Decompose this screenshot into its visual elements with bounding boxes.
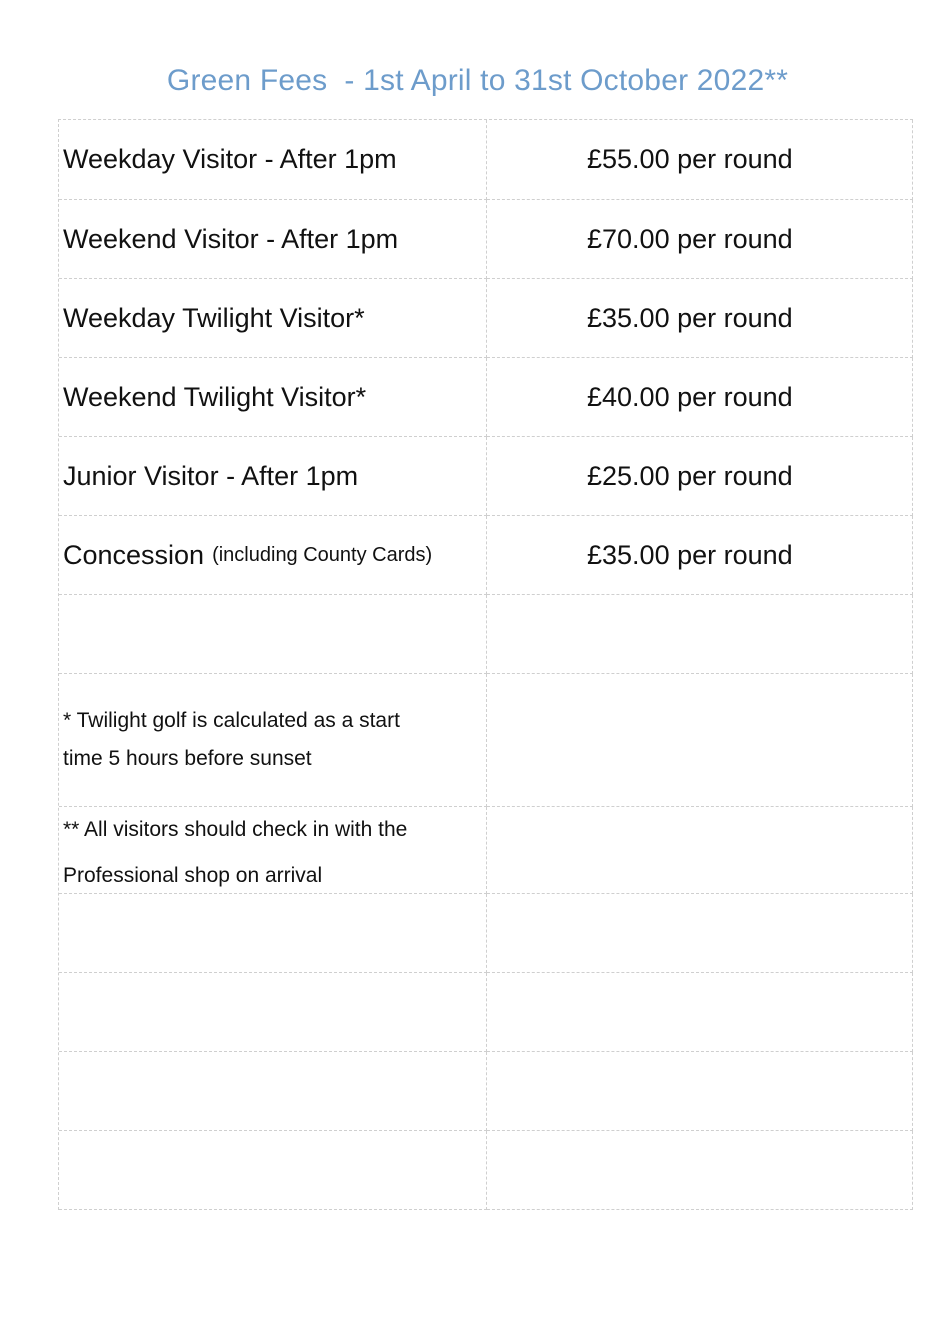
fee-price: £35.00 per round	[487, 516, 913, 595]
twilight-footnote: * Twilight golf is calculated as a start time 5 hours before sunset	[63, 709, 400, 770]
empty-cell	[487, 674, 913, 807]
fee-label: Junior Visitor - After 1pm	[59, 437, 487, 516]
empty-cell	[59, 894, 487, 973]
empty-cell	[59, 973, 487, 1052]
empty-cell	[487, 1131, 913, 1210]
table-row	[59, 358, 913, 437]
empty-cell	[487, 973, 913, 1052]
fee-label: Weekday Twilight Visitor*	[59, 279, 487, 358]
fee-price: £35.00 per round	[487, 279, 913, 358]
empty-cell	[487, 894, 913, 973]
fee-price: £40.00 per round	[487, 358, 913, 437]
empty-cell	[59, 1052, 487, 1131]
table-row	[59, 200, 913, 279]
empty-cell	[487, 1052, 913, 1131]
table-row	[59, 279, 913, 358]
fee-label: Weekday Visitor - After 1pm	[59, 120, 487, 200]
table-row-empty	[59, 973, 913, 1052]
table-row-empty	[59, 1131, 913, 1210]
fee-label-note: (including County Cards)	[212, 543, 433, 566]
table-row-footnote	[59, 807, 913, 894]
fee-label: Concession	[63, 539, 205, 570]
fees-table	[58, 119, 913, 1210]
table-row	[59, 516, 913, 595]
fee-label: Weekend Twilight Visitor*	[59, 358, 487, 437]
fee-label: Weekend Visitor - After 1pm	[59, 200, 487, 279]
fee-price: £70.00 per round	[487, 200, 913, 279]
checkin-footnote: ** All visitors should check in with the Professional shop on arrival	[63, 818, 408, 887]
table-row-empty	[59, 894, 913, 973]
empty-cell	[59, 1131, 487, 1210]
fee-price: £55.00 per round	[487, 120, 913, 200]
table-row	[59, 120, 913, 200]
table-row-footnote	[59, 674, 913, 807]
empty-cell	[487, 807, 913, 894]
empty-cell	[487, 595, 913, 674]
fee-label-cell	[59, 516, 487, 595]
empty-cell	[59, 595, 487, 674]
page-title: Green Fees - 1st April to 31st October 2022**	[166, 64, 789, 97]
table-row-empty	[59, 595, 913, 674]
footnote-cell	[59, 807, 487, 894]
table-row	[59, 437, 913, 516]
table-row-empty	[59, 1052, 913, 1131]
fee-price: £25.00 per round	[487, 437, 913, 516]
footnote-cell	[59, 674, 487, 807]
